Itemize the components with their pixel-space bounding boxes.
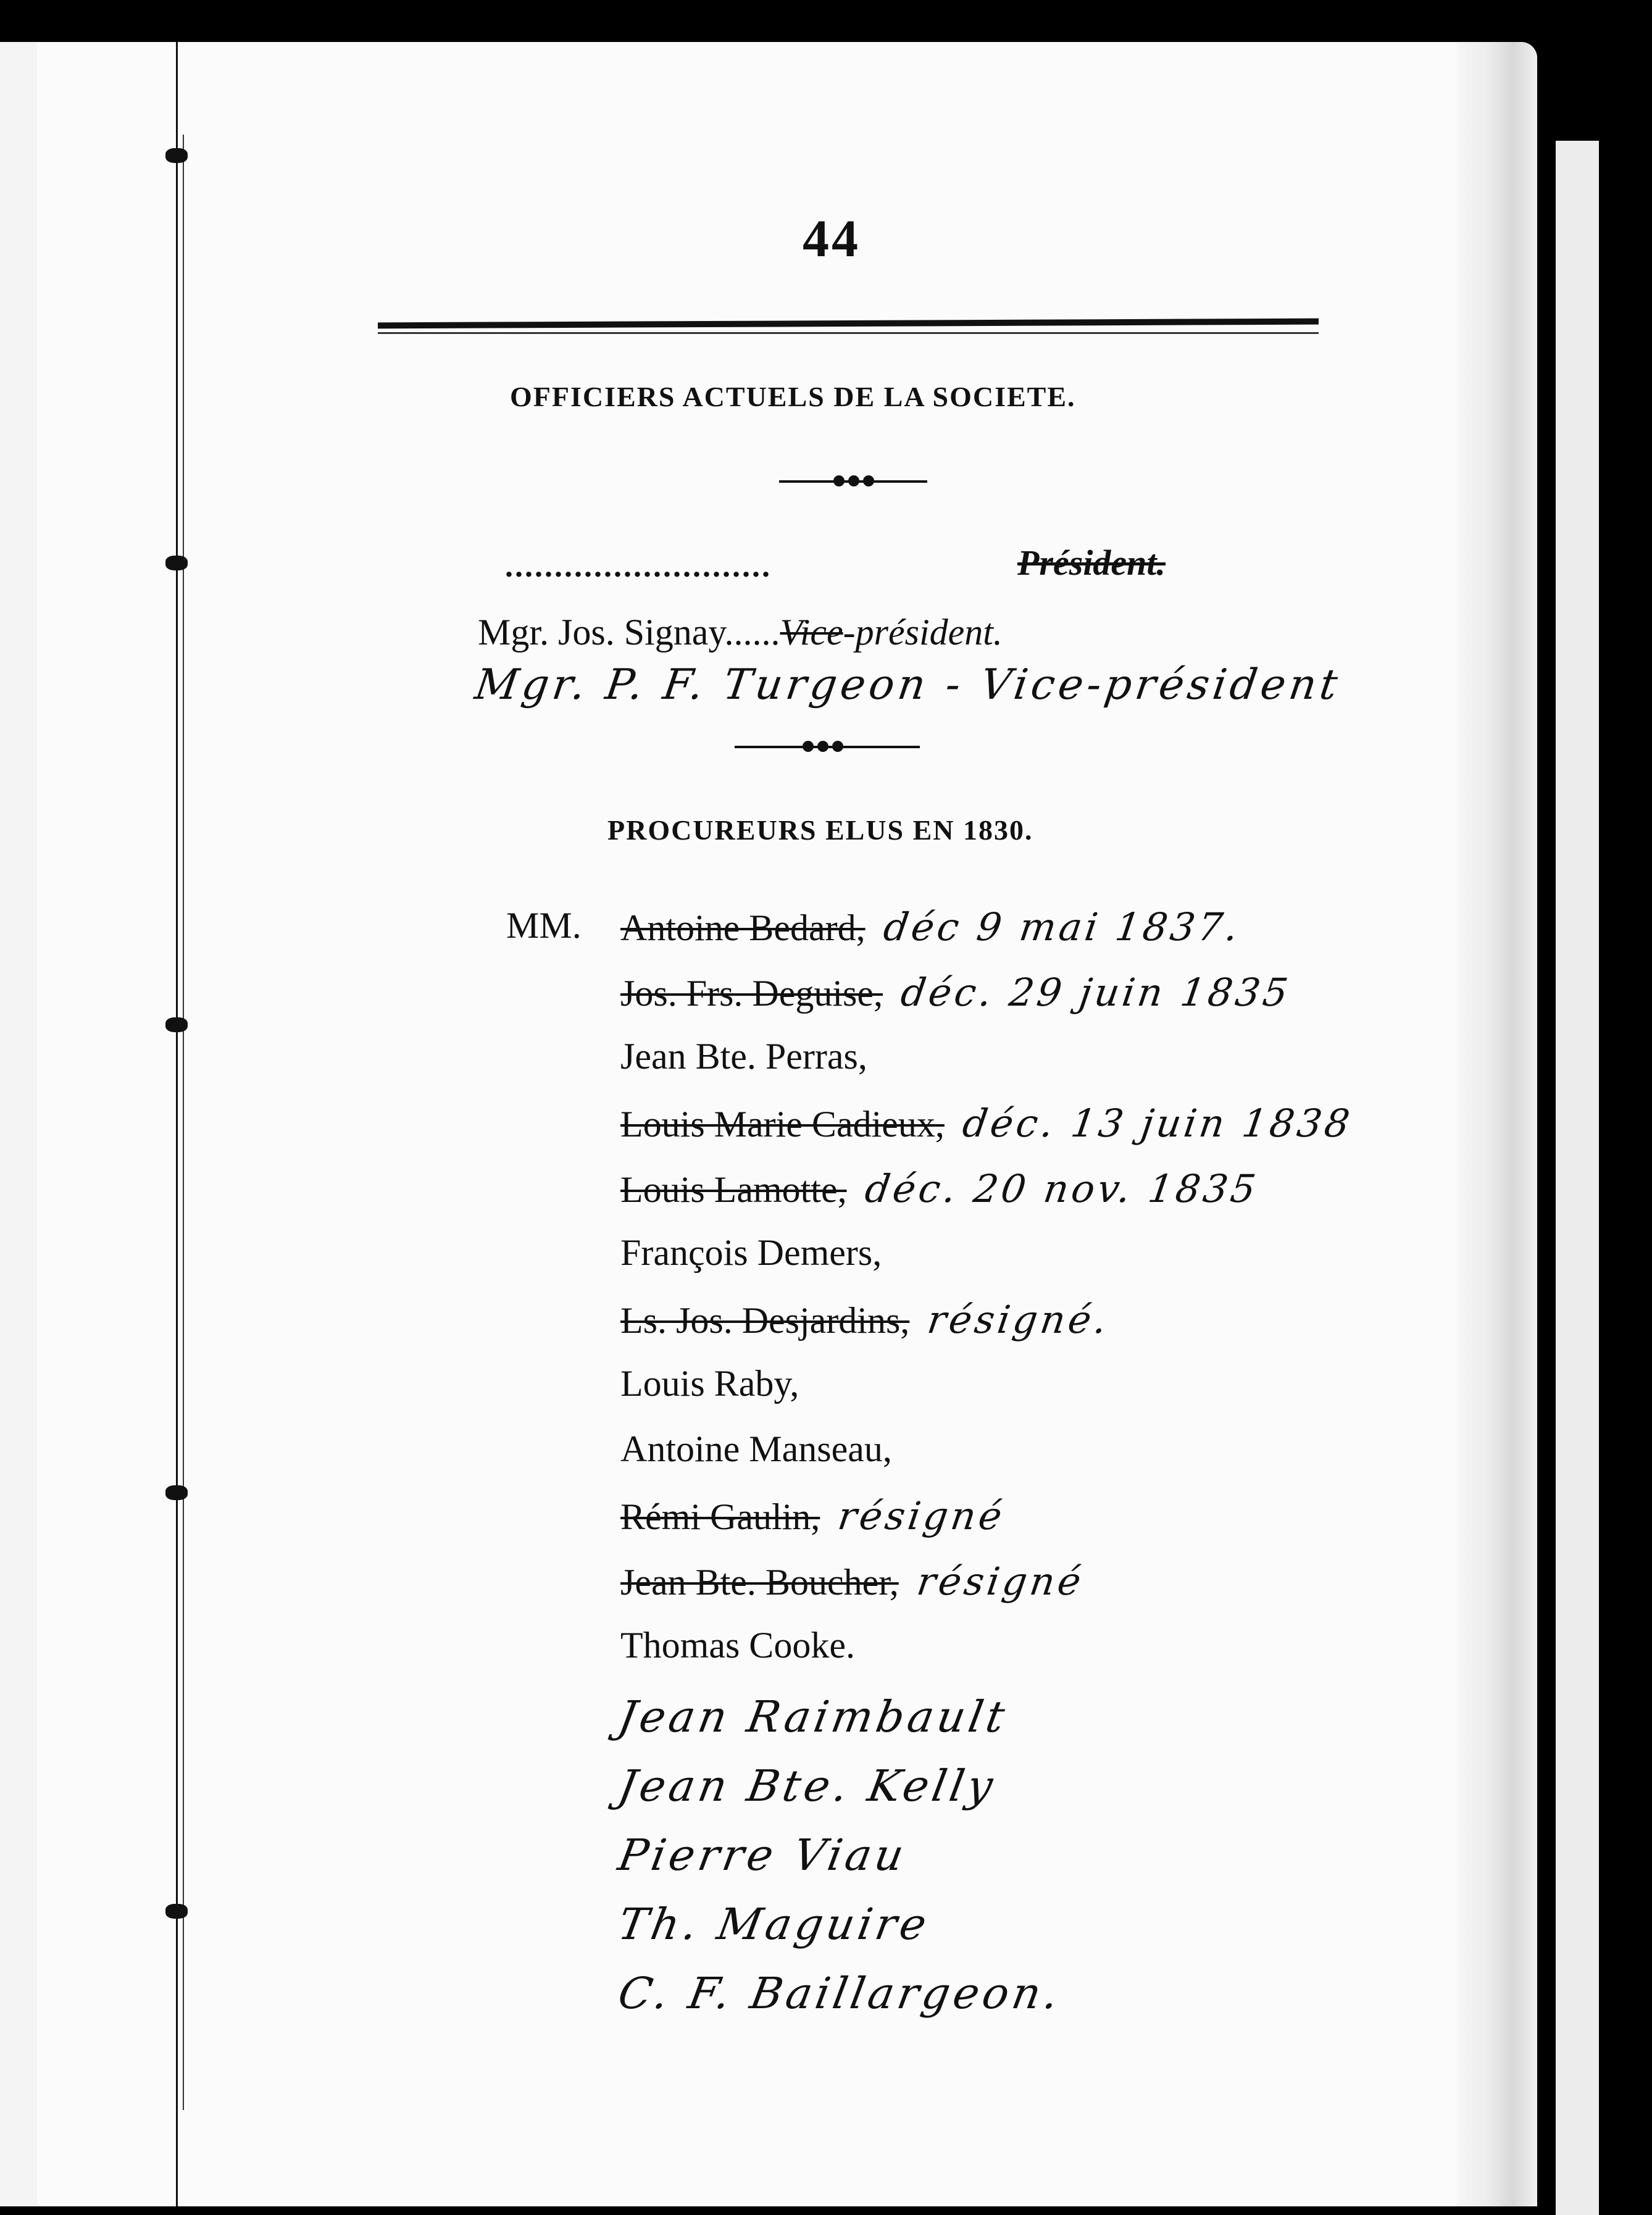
vice-president-dots: ...... [724, 612, 780, 653]
right-page-edge [1457, 42, 1537, 2206]
procureur-row [620, 1624, 1352, 1690]
procureur-name: Louis Lamotte, [620, 1169, 847, 1210]
procureur-row [620, 1035, 1352, 1101]
handwritten-additions-list [614, 1691, 1066, 2037]
procureur-handwritten-note: résigné [914, 1559, 1087, 1604]
procureur-name: Antoine Bedard, [620, 907, 866, 948]
binding-thread [183, 135, 184, 2110]
procureur-handwritten-note: déc. 20 nov. 1835 [862, 1166, 1261, 1211]
officers-heading: OFFICIERS ACTUELS DE LA SOCIETE. [510, 381, 1076, 412]
procureur-name: François Demers, [620, 1232, 882, 1273]
vice-title-group [780, 612, 1003, 653]
procureur-row [620, 904, 1352, 970]
vice-title-struck: Vice [780, 612, 843, 653]
stitch-mark [165, 148, 188, 163]
handwritten-procureur: Jean Raimbault [614, 1691, 1012, 1742]
procureur-name: Louis Marie Cadieux, [620, 1104, 945, 1145]
page-number: 44 [803, 209, 861, 268]
procureur-row [620, 1428, 1352, 1493]
binding-line [176, 42, 178, 2206]
procureur-name: Rémi Gaulin, [620, 1496, 820, 1537]
handwritten-procureur: C. F. Baillargeon. [614, 1968, 1066, 2019]
president-title: Président. [1017, 543, 1166, 583]
procureur-row [620, 1559, 1352, 1624]
left-page-edge [0, 42, 37, 2206]
president-dots: ........................... [505, 549, 772, 584]
handwritten-procureur: Th. Maguire [614, 1899, 934, 1950]
stitch-mark [165, 1904, 188, 1919]
procureur-row [620, 970, 1352, 1035]
stitch-mark [165, 556, 188, 570]
procureur-row [620, 1362, 1352, 1428]
procureur-row [620, 1101, 1356, 1166]
stitch-mark [165, 1017, 188, 1032]
handwritten-vice-president: Mgr. P. F. Turgeon - Vice-président [472, 661, 1345, 709]
header-rule-thin [378, 332, 1319, 334]
procureur-row [620, 1166, 1352, 1232]
handwritten-procureur: Pierre Viau [614, 1830, 911, 1880]
procureur-name: Jean Bte. Boucher, [620, 1562, 899, 1603]
procureur-handwritten-note: résigné. [925, 1297, 1113, 1342]
procureur-row [620, 1297, 1352, 1362]
procureur-name: Louis Raby, [620, 1363, 799, 1404]
vice-president-name: Mgr. Jos. Signay [478, 612, 725, 653]
vice-president-line [478, 611, 1003, 654]
procureur-handwritten-note: déc. 13 juin 1838 [959, 1101, 1356, 1146]
procureur-name: Ls. Jos. Desjardins, [620, 1300, 910, 1341]
procureur-row [620, 1493, 1352, 1559]
procureur-handwritten-note: déc. 29 juin 1835 [898, 970, 1294, 1015]
procureurs-list [620, 904, 1356, 1690]
procureur-name: Jos. Frs. Deguise, [620, 973, 883, 1014]
procureur-name: Jean Bte. Perras, [620, 1036, 867, 1077]
handwritten-procureur: Jean Bte. Kelly [614, 1761, 1001, 1811]
procureur-row [620, 1232, 1352, 1297]
procureur-handwritten-note: déc 9 mai 1837. [880, 904, 1244, 949]
procureur-handwritten-note: résigné [835, 1493, 1008, 1538]
vice-title-rest: -président. [843, 612, 1003, 653]
mm-label: MM. [506, 905, 582, 946]
procureur-name: Thomas Cooke. [620, 1625, 855, 1666]
stitch-mark [165, 1485, 188, 1500]
procureur-name: Antoine Manseau, [620, 1429, 892, 1469]
procureurs-heading: PROCUREURS ELUS EN 1830. [607, 814, 1033, 846]
right-page-stack [1556, 141, 1599, 2215]
